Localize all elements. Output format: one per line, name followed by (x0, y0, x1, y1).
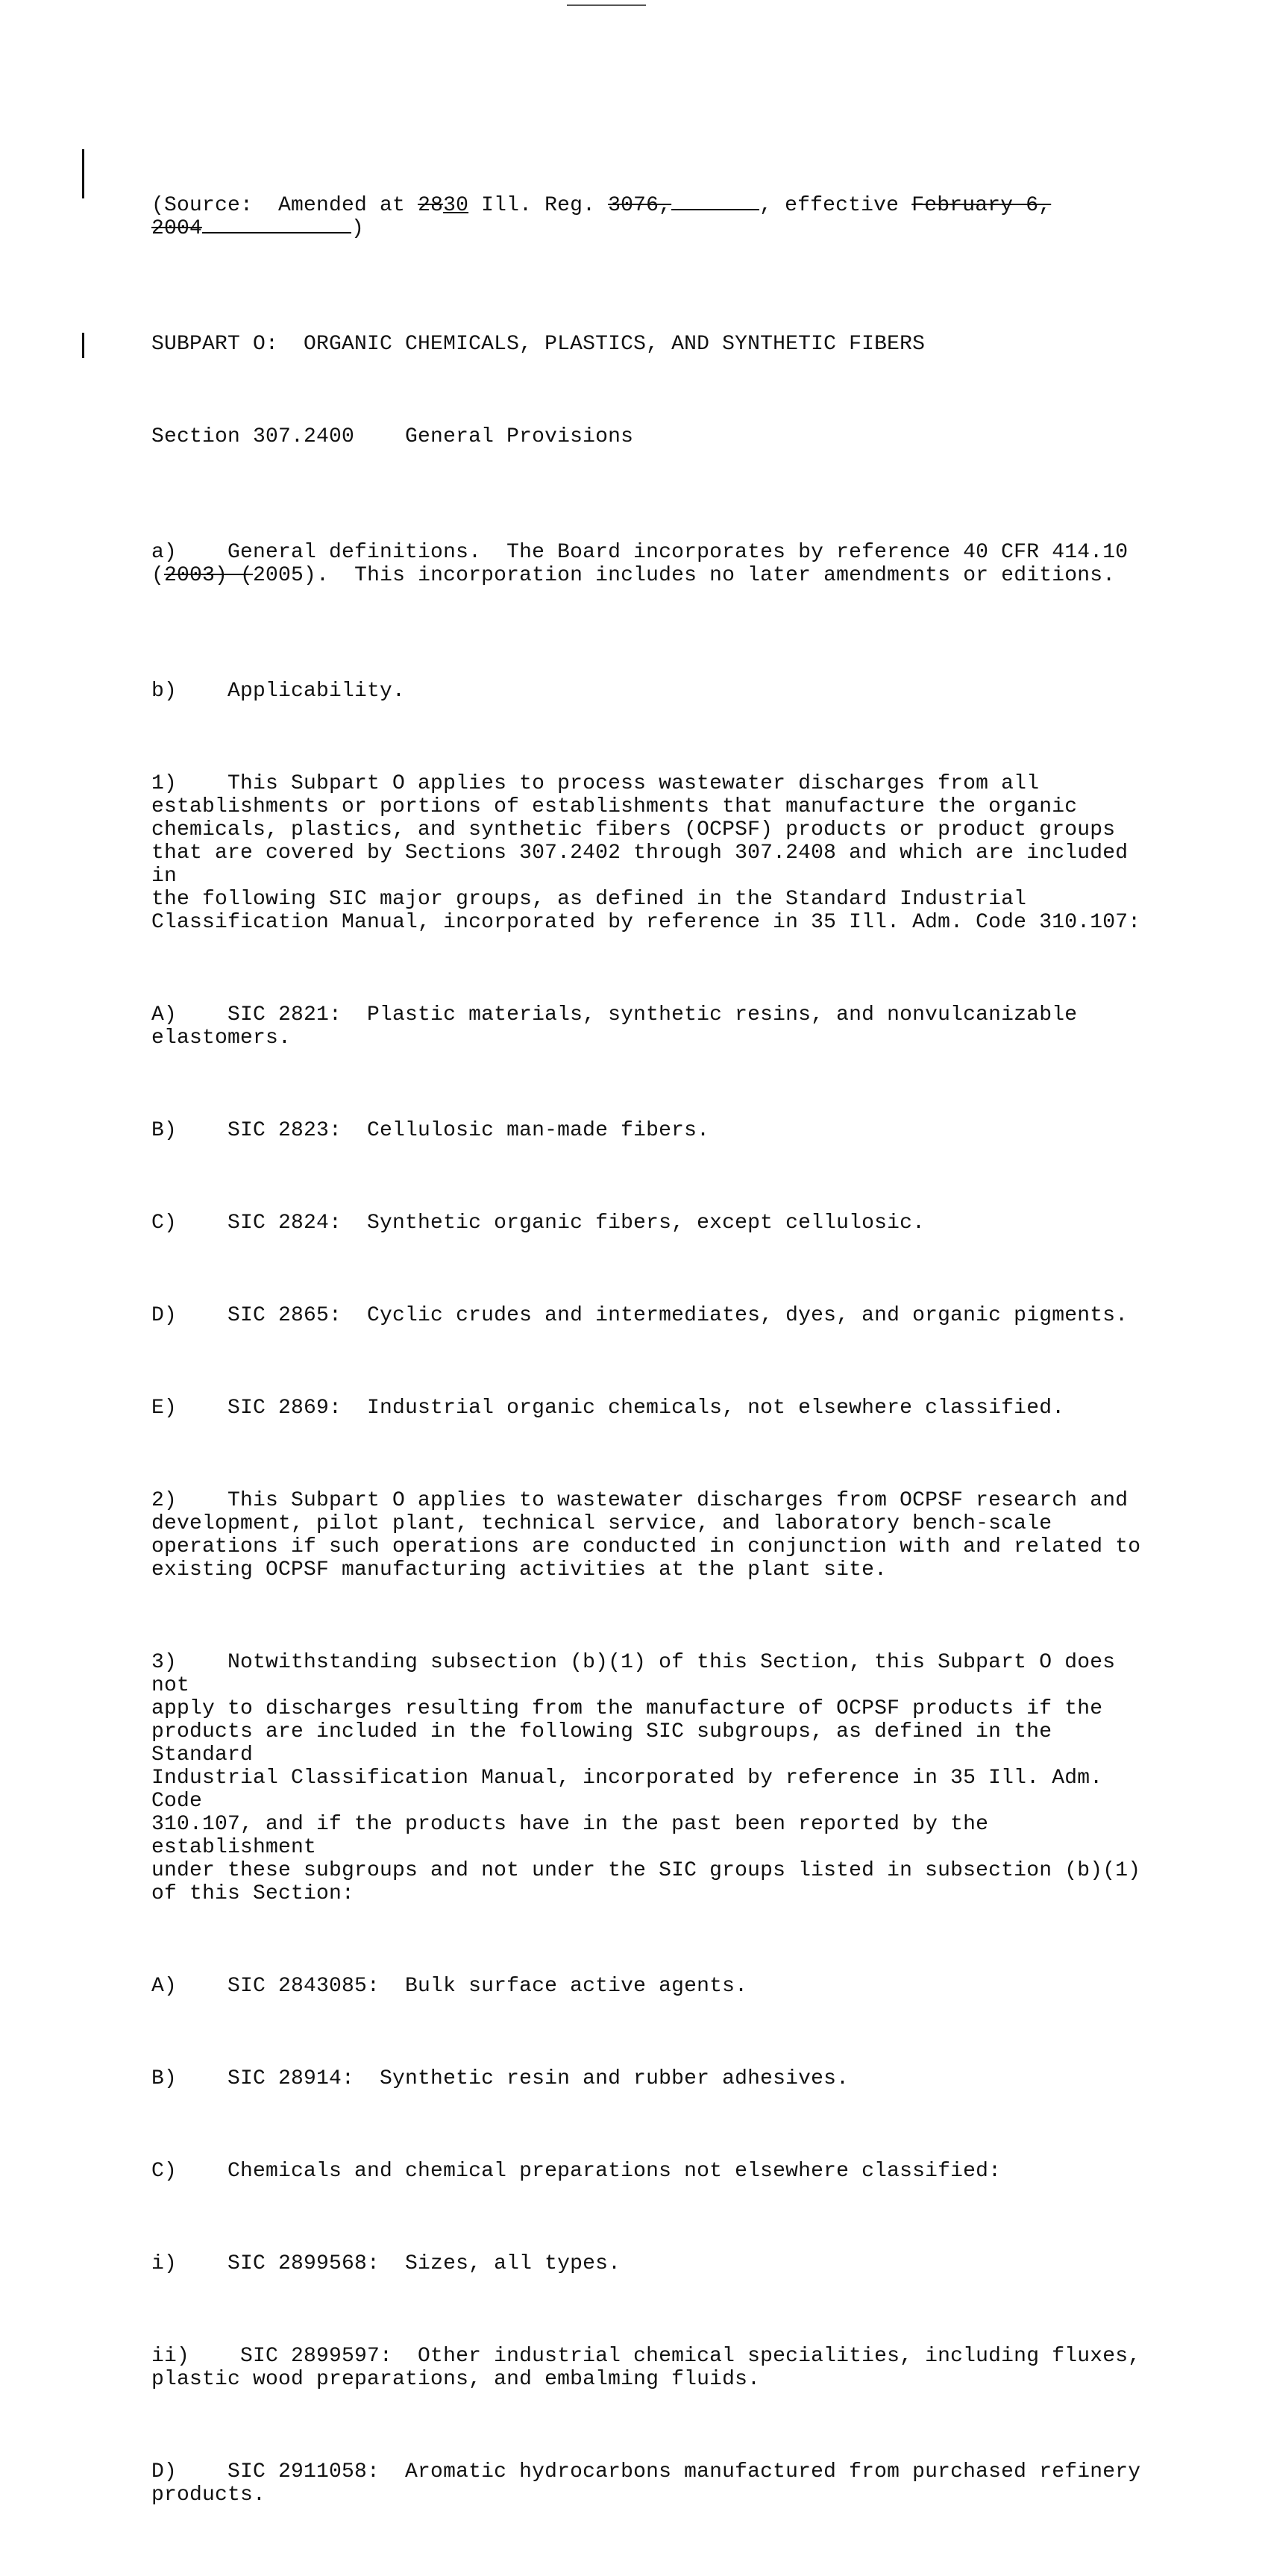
source-new-volume: 30 (443, 194, 469, 217)
paragraph-b1-C: C) SIC 2824: Synthetic organic fibers, except cellulosic. (151, 1212, 926, 1235)
change-bar-definitions (82, 333, 84, 358)
paragraph-b1-E: E) SIC 2869: Industrial organic chemicals, not elsewhere classified. (151, 1397, 1065, 1420)
paragraph-a-old-year: 2003) ( (164, 564, 254, 587)
section-heading: Section 307.2400 General Provisions (151, 425, 634, 448)
paragraph-b3-D: D) SIC 2911058: Aromatic hydrocarbons manufactured from purchased refinery products. (151, 2460, 1141, 2507)
paragraph-b2: 2) This Subpart O applies to wastewater discharges from OCPSF research and development, pilot plant, technical service, and laboratory bench-scale operations if such operations are conducted in conjunction with and related to existing OCPSF manufacturing activities at the plant site. (151, 1489, 1141, 1582)
source-old-date-1: February 6, (911, 194, 1052, 217)
paragraph-b1-D: D) SIC 2865: Cyclic crudes and intermediates, dyes, and organic pigments. (151, 1304, 1129, 1327)
source-old-date-2: 2004 (151, 217, 203, 240)
source-date-blank (202, 217, 351, 234)
paragraph-b3-C-i: i) SIC 2899568: Sizes, all types. (151, 2252, 621, 2275)
paragraph-b3: 3) Notwithstanding subsection (b)(1) of this Section, this Subpart O does not apply to discharges resulting from the manufacture of OCPSF products if the products are included in the following SIC subgroups, as defined in the Standard Industrial Classification Manual, incorporated by reference in 35 Ill. Adm. Code 310.107, and if the products have in the past been reported by the establishment under these subgroups and not under the SIC groups listed in subsection (b)(1) of this Section: (151, 1651, 1141, 1905)
source-page-blank (671, 194, 759, 210)
paragraph-b3-B: B) SIC 28914: Synthetic resin and rubber adhesives. (151, 2067, 850, 2090)
top-edge-mark (567, 4, 646, 6)
subpart-heading: SUBPART O: ORGANIC CHEMICALS, PLASTICS, AND SYNTHETIC FIBERS (151, 333, 926, 356)
source-prefix: (Source: Amended at (151, 194, 418, 217)
source-note (151, 194, 1158, 240)
paragraph-a-open: ( (151, 564, 165, 587)
paragraph-b1-B: B) SIC 2823: Cellulosic man-made fibers. (151, 1119, 710, 1142)
change-bar-source (82, 149, 84, 198)
paragraph-b: b) Applicability. (151, 680, 406, 703)
paragraph-a-rest: 2005). This incorporation includes no later amendments or editions. (253, 564, 1116, 587)
paragraph-a-line1: a) General definitions. The Board incorporates by reference 40 CFR 414.10 (151, 541, 1129, 564)
source-old-page: 3076, (608, 194, 672, 217)
paragraph-b3-C: C) Chemicals and chemical preparations not elsewhere classified: (151, 2160, 1002, 2183)
paragraph-b1: 1) This Subpart O applies to process wastewater discharges from all establishments or portions of establishments that manufacture the organic chemicals, plastics, and synthetic fibers (OCPSF) products or product groups that are covered by Sections 307.2402 through 307.2408 and which are included in the following SIC major groups, as defined in the Standard Industrial Classification Manual, incorporated by reference in 35 Ill. Adm. Code 310.107: (151, 772, 1141, 934)
document-body (151, 148, 1158, 2576)
source-close: ) (351, 217, 365, 240)
paragraph-b1-A: A) SIC 2821: Plastic materials, synthetic resins, and nonvulcanizable elastomers. (151, 1003, 1078, 1050)
paragraph-b3-C-ii: ii) SIC 2899597: Other industrial chemical specialities, including fluxes, plastic wood preparations, and embalming fluids. (151, 2345, 1141, 2391)
paragraph-a (151, 541, 1158, 587)
paragraph-b3-A: A) SIC 2843085: Bulk surface active agents. (151, 1975, 748, 1998)
source-reg: Ill. Reg. (468, 194, 609, 217)
source-effective: , effective (759, 194, 912, 217)
source-old-volume: 28 (418, 194, 444, 217)
